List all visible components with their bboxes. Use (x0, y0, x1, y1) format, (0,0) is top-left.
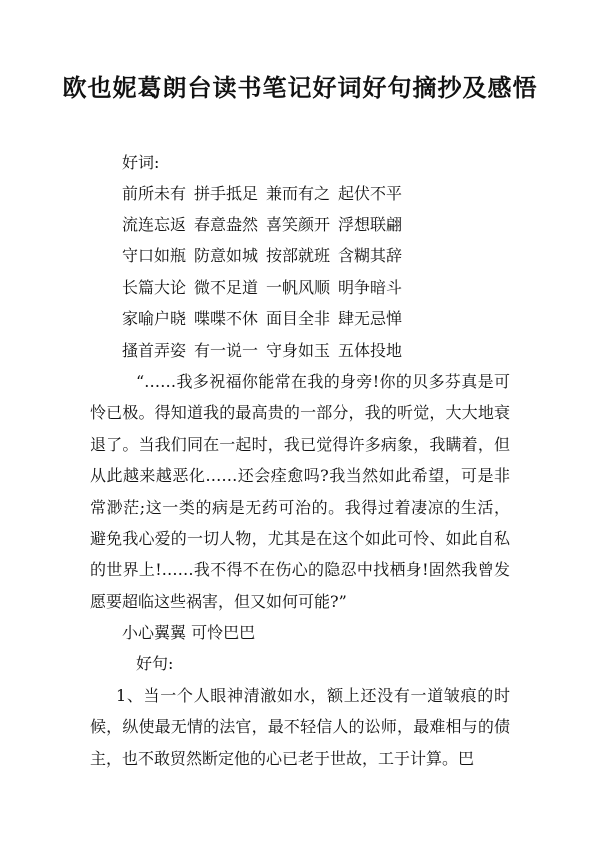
word: 春意盎然 (194, 215, 259, 234)
word: 长篇大论 (122, 278, 187, 297)
good-sentences-label: 好句: (136, 654, 174, 673)
document-title: 欧也妮葛朗台读书笔记好词好句摘抄及感悟 (62, 73, 538, 102)
word-row-4 (122, 277, 410, 299)
word: 喜笑颜开 (266, 215, 331, 234)
word: 微不足道 (194, 278, 259, 297)
word: 拼手抵足 (194, 184, 259, 203)
word: 喋喋不休 (194, 309, 259, 328)
word: 五体投地 (338, 341, 403, 360)
word: 兼而有之 (266, 184, 331, 203)
word: 前所未有 (122, 184, 187, 203)
word: 流连忘返 (122, 215, 187, 234)
word: 含糊其辞 (338, 246, 403, 265)
word-row-1 (122, 183, 410, 205)
quote-paragraph: “……我多祝福你能常在我的身旁!你的贝多芬真是可怜已极。得知道我的最高贵的一部分，我的听觉，大大地衰退了。当我们同在一起时，我已觉得许多病象，我瞒着，但从此越来越恶化……还会痊愈吗?我当然如此希望，可是非常渺茫;这一类的病是无药可治的。我得过着凄凉的生活，避免我心爱的一切人物，尤其是在这个如此可怜、如此自私的世界上!……我不得不在伤心的隐忍中找栖身!固然我曾发愿要超临这些祸害，但又如何可能?” (90, 372, 510, 611)
word: 按部就班 (266, 246, 331, 265)
good-words-label: 好词: (122, 153, 160, 172)
word: 守身如玉 (266, 341, 331, 360)
word: 搔首弄姿 (122, 341, 187, 360)
word: 有一说一 (194, 341, 259, 360)
word: 守口如瓶 (122, 246, 187, 265)
word: 浮想联翩 (338, 215, 403, 234)
word: 明争暗斗 (338, 278, 403, 297)
word: 一帆风顺 (266, 278, 331, 297)
extra-words: 小心翼翼 可怜巴巴 (122, 623, 256, 642)
word-row-6 (122, 340, 410, 362)
word-row-2 (122, 214, 410, 236)
word: 家喻户晓 (122, 309, 187, 328)
word-row-5 (122, 308, 410, 330)
word: 起伏不平 (338, 184, 403, 203)
word-row-3 (122, 245, 410, 267)
word: 肆无忌惮 (338, 309, 403, 328)
word: 防意如城 (194, 246, 259, 265)
word: 面目全非 (266, 309, 331, 328)
sentence-1: 1、当一个人眼神清澈如水，额上还没有一道皱痕的时候，纵使最无情的法官，最不轻信人的讼师，最难相与的债主，也不敢贸然断定他的心已老于世故，工于计算。巴 (90, 686, 510, 768)
